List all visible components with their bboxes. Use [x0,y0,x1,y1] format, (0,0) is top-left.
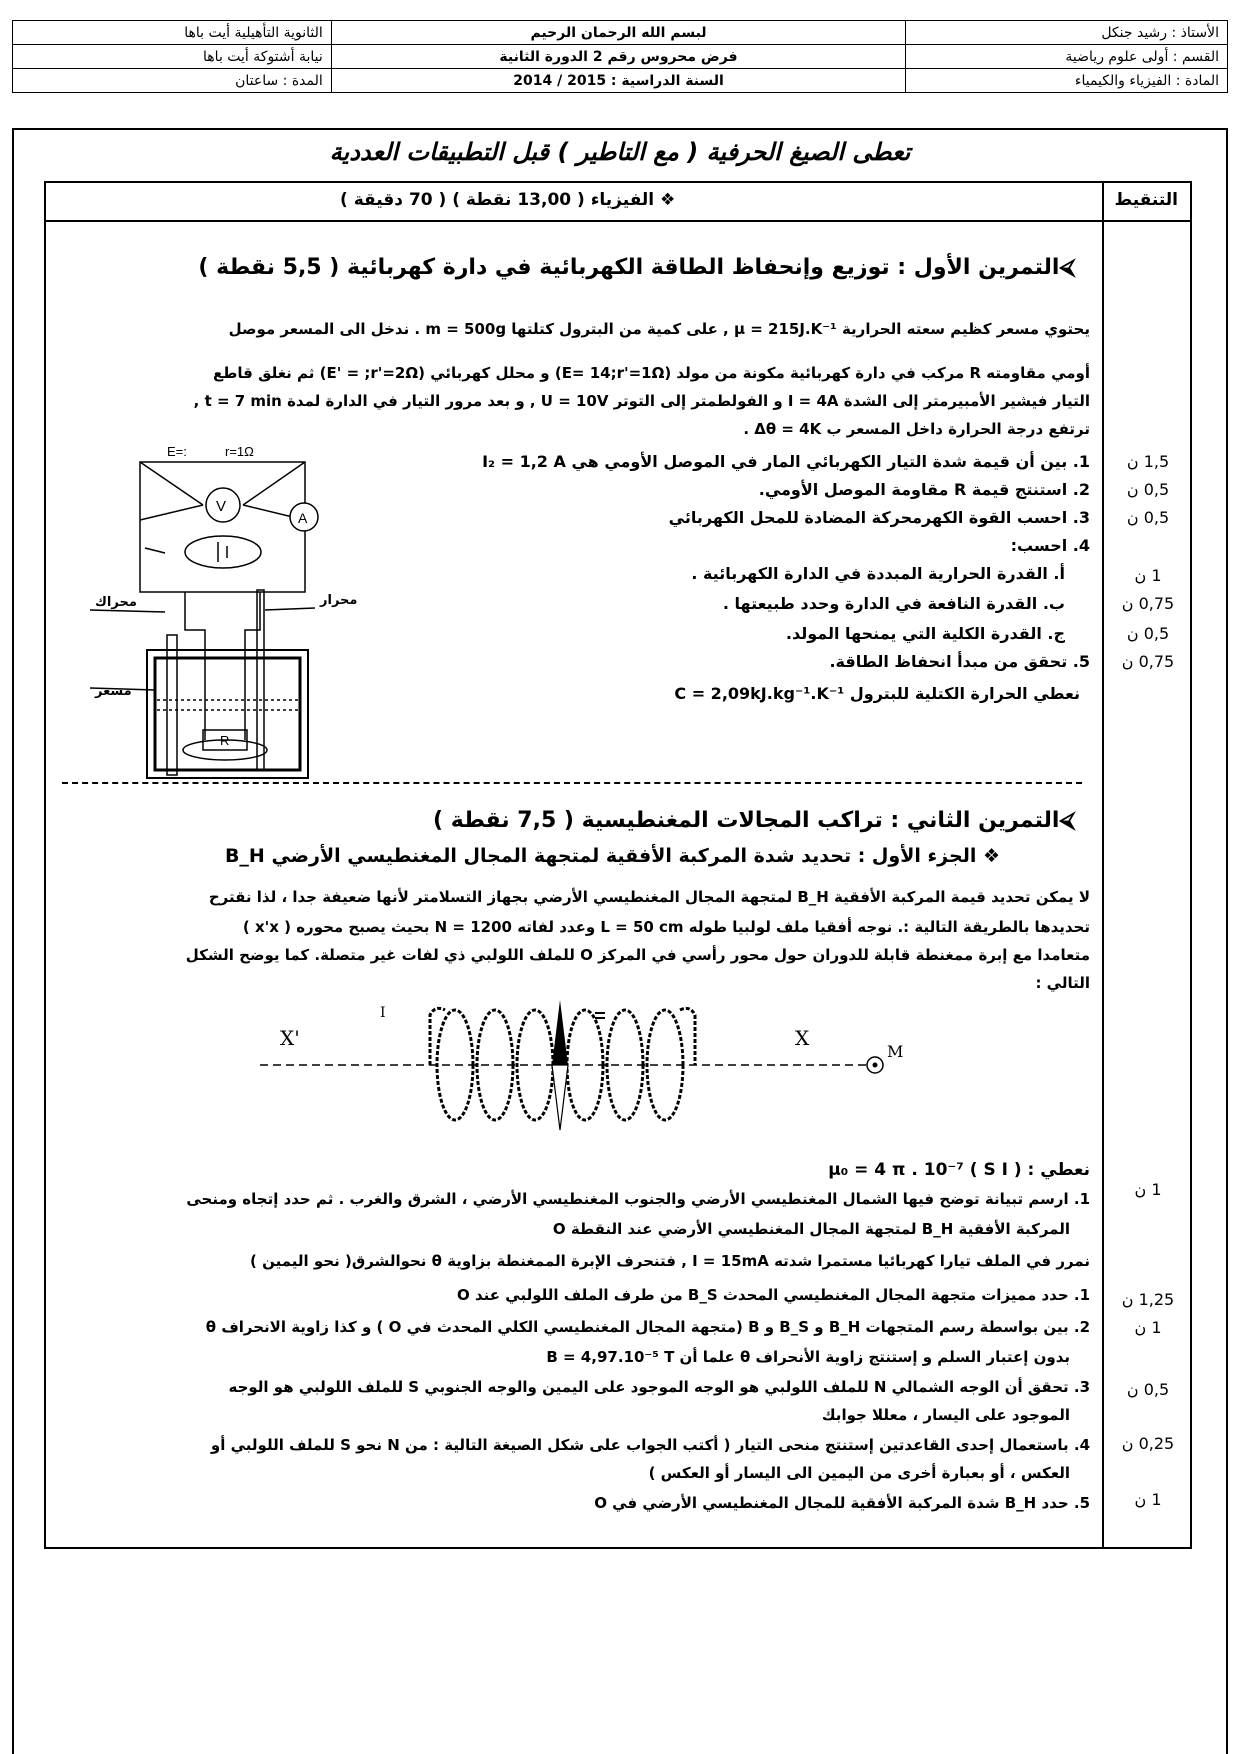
points-ex2-r1: 1,25 ن [1121,1290,1175,1309]
ex1-question-4: 4. احسب: [1010,536,1090,555]
points-ex1-q3: 0,5 ن [1126,508,1170,527]
ex2-question-2-4-line-1: 4. باستعمال إحدى القاعدتين إستنتج منحى التيار ( أكتب الجواب على شكل الصيغة التالية : من N نحو S للملف اللولبي أو [210,1436,1090,1454]
points-ex2-r5: 1 ن [1134,1490,1162,1509]
points-ex1-q4a: 1 ن [1134,566,1162,585]
ex2-given-mu0: نعطي : μ₀ = 4 π . 10⁻⁷ ( S I ) [828,1160,1090,1180]
physics-header: ❖ الفيزياء ( 13,00 نقطة ) ( 70 دقيقة ) [340,190,676,210]
voltmeter-label: V [216,498,227,515]
ex2-current-statement: نمرر في الملف تيارا كهربائيا مستمرا شدته I = 15mA , فتنحرف الإبرة الممغنطة بزاوية θ نحوالشرق( نحو اليمين ) [250,1252,1090,1270]
ex2-question-2-4-line-2: العكس ، أو بعبارة أخرى من اليمين الى اليسار أو العكس ) [648,1464,1070,1482]
stirrer [167,635,177,775]
circuit-figure [85,440,385,770]
magnetic-needle-north [552,1000,568,1065]
ex1-question-3: 3. احسب القوة الكهرمحركة المضادة للمحل الكهربائي [668,508,1090,527]
current-label: I [380,1005,386,1021]
ex2-text-line-1: لا يمكن تحديد قيمة المركبة الأفقية B_H لمتجهة المجال المغنطيسي الأرضي بجهاز التسلامتر لأنها ضعيفة جدا ، لذا نقترح [208,888,1090,906]
school-year: السنة الدراسية : 2015 / 2014 [331,69,906,93]
grading-header: التنقيط [1114,190,1178,210]
ex2-question-2-2-line-1: 2. بين بواسطة رسم المتجهات B_H و B_S و B (متجهة المجال المغنطيسي الكلي المحدث في O ) و كذا زاوية الانحراف θ [205,1318,1090,1336]
points-ex1-q5: 0,75 ن [1121,652,1175,671]
header-table [12,20,1228,93]
thermometer-label: محرار [320,593,358,608]
instruction-banner: تعطى الصيغ الحرفية ( مع التاطير ) قبل التطبيقات العددية [329,138,911,166]
ex2-question-2-3-line-1: 3. تحقق أن الوجه الشمالي N للملف اللولبي هو الوجه الموجود على اليمين والوجه الجنوبي S للملف اللولبي هو الوجه [228,1378,1090,1396]
ex2-part-1-title: ❖ الجزء الأول : تحديد شدة المركبة الأفقية لمتجهة المجال المغنطيسي الأرضي B_H [224,845,1000,867]
ammeter-label: A [298,510,308,526]
grading-column-divider [1102,181,1104,1547]
points-ex2-r3: 0,5 ن [1126,1380,1170,1399]
exam-title: فرض محروس رقم 2 الدورة الثانية [331,45,906,69]
points-ex1-q4c: 0,5 ن [1126,624,1170,643]
ex2-text-line-4: التالي : [1035,974,1090,992]
directorate: نيابة أشتوكة أيت باها [13,45,332,69]
ex2-question-2-1: 1. حدد مميزات متجهة المجال المغنطيسي المحدث B_S من طرف الملف اللولبي عند O [457,1286,1090,1304]
ex2-question-1-line-1: 1. ارسم تبيانة توضح فيها الشمال المغنطيسي الأرضي والجنوب المغنطيسي الأرضي ، الشرق والغرب . ثم حدد إتجاه ومنحى [186,1190,1090,1208]
points-ex1-q4b: 0,75 ن [1121,594,1175,613]
point-M-label: M [887,1042,904,1061]
exercise-1-title: ⮘التمرين الأول : توزيع وإنحفاظ الطاقة الكهربائية في دارة كهربائية ( 5,5 نقطة ) [198,255,1075,280]
exercise-2-title: ⮘التمرين الثاني : تراكب المجالات المغنطيسية ( 7,5 نقطة ) [433,808,1075,833]
ex1-text-line-3: التيار فيشير الأمبيرمتر إلى الشدة I = 4A و الفولطمتر إلى التوتر U = 10V , و بعد مرور التيار في الدارة لمدة t = 7 min , [193,392,1090,410]
stirrer-label: محراك [95,595,137,610]
frame-left-line [12,128,14,1754]
ex1-question-1: 1. بين أن قيمة شدة التيار الكهربائي المار في الموصل الأومي هي I₂ = 1,2 A [482,452,1090,471]
ex2-question-2-3-line-2: الموجود على اليسار ، معللا جوابك [821,1406,1070,1424]
ex1-question-4c: ج. القدرة الكلية التي يمنحها المولد. [785,624,1065,643]
ex1-given-data: نعطي الحرارة الكتلية للبترول C = 2,09kJ.kg⁻¹.K⁻¹ [674,684,1080,703]
calorimeter-label: مسعر [95,684,132,699]
points-ex2-q1: 1 ن [1134,1180,1162,1199]
ex2-text-line-2: تحديدها بالطريقة التالية :. نوجه أفقيا ملف لولبيا طوله L = 50 cm وعدد لفاته N = 1200 بحيث يصبح محوره ( x'x ) [242,918,1090,936]
points-ex1-q1: 1,5 ن [1126,452,1170,471]
ex1-question-2: 2. استنتج قيمة R مقاومة الموصل الأومي. [758,480,1090,499]
duration: المدة : ساعتان [13,69,332,93]
generator [185,536,261,568]
ex1-text-line-2: أومي مقاومته R مركب في دارة كهربائية مكونة من مولد (E= 14;r'=1Ω) و محلل كهربائي (E' = ;r'=2Ω) ثم نغلق قاطع [213,364,1090,382]
basmala: لبسم الله الرحمان الرحيم [331,21,906,45]
teacher-name: الأستاذ : رشيد جنكل [906,21,1228,45]
ex2-text-line-3: متعامدا مع إبرة ممغنطة قابلة للدوران حول محور رأسي في المركز O للملف اللولبي ذي لفات غير متصلة. كما يوضح الشكل [185,946,1090,964]
section-divider [62,782,1082,784]
school-name: الثانوية التأهيلية أيت باها [13,21,332,45]
subject: المادة : الفيزياء والكيمياء [906,69,1228,93]
points-ex2-r2: 1 ن [1134,1318,1162,1337]
magnetic-needle-south [552,1065,568,1130]
ex1-question-4a: أ. القدرة الحرارية المبددة في الدارة الكهربائية . [691,564,1065,583]
frame-top-line [12,128,1228,130]
table-header-divider [44,220,1190,222]
ex2-question-2-5: 5. حدد B_H شدة المركبة الأفقية للمجال المغنطيسي الأرضي في O [594,1494,1090,1512]
ex1-question-5: 5. تحقق من مبدأ انحفاظ الطاقة. [829,652,1090,671]
ex1-text-line-1: يحتوي مسعر كظيم سعته الحرارية μ = 215J.K⁻¹ , على كمية من البترول كتلتها m = 500g . ندخل الى المسعر موصل [228,320,1090,338]
ex2-question-2-2-line-2: بدون إعتبار السلم و إستنتج زاوية الأنحراف θ علما أن B = 4,97.10⁻⁵ T [546,1348,1070,1366]
ex1-question-4b: ب. القدرة النافعة في الدارة وحدد طبيعتها . [722,594,1065,613]
points-ex2-r4: 0,25 ن [1121,1434,1175,1453]
points-ex1-q2: 0,5 ن [1126,480,1170,499]
resistor-label: R [220,733,230,748]
solenoid-figure [250,995,930,1135]
ex1-text-line-4: ترتفع درجة الحرارة داخل المسعر ب Δθ = 4K . [743,420,1090,438]
frame-right-line [1226,128,1228,1754]
emf-label: E=: [167,444,187,459]
ex2-question-1-line-2: المركبة الأفقية B_H لمتجهة المجال المغنطيسي الأرضي عند النقطة O [552,1220,1070,1238]
circuit-loop [140,462,305,592]
axis-label-xp: X' [280,1026,300,1050]
axis-label-x: X [795,1026,810,1050]
class-name: القسم : أولى علوم رياضية [906,45,1228,69]
internal-resistance-label: r=1Ω [225,444,254,459]
